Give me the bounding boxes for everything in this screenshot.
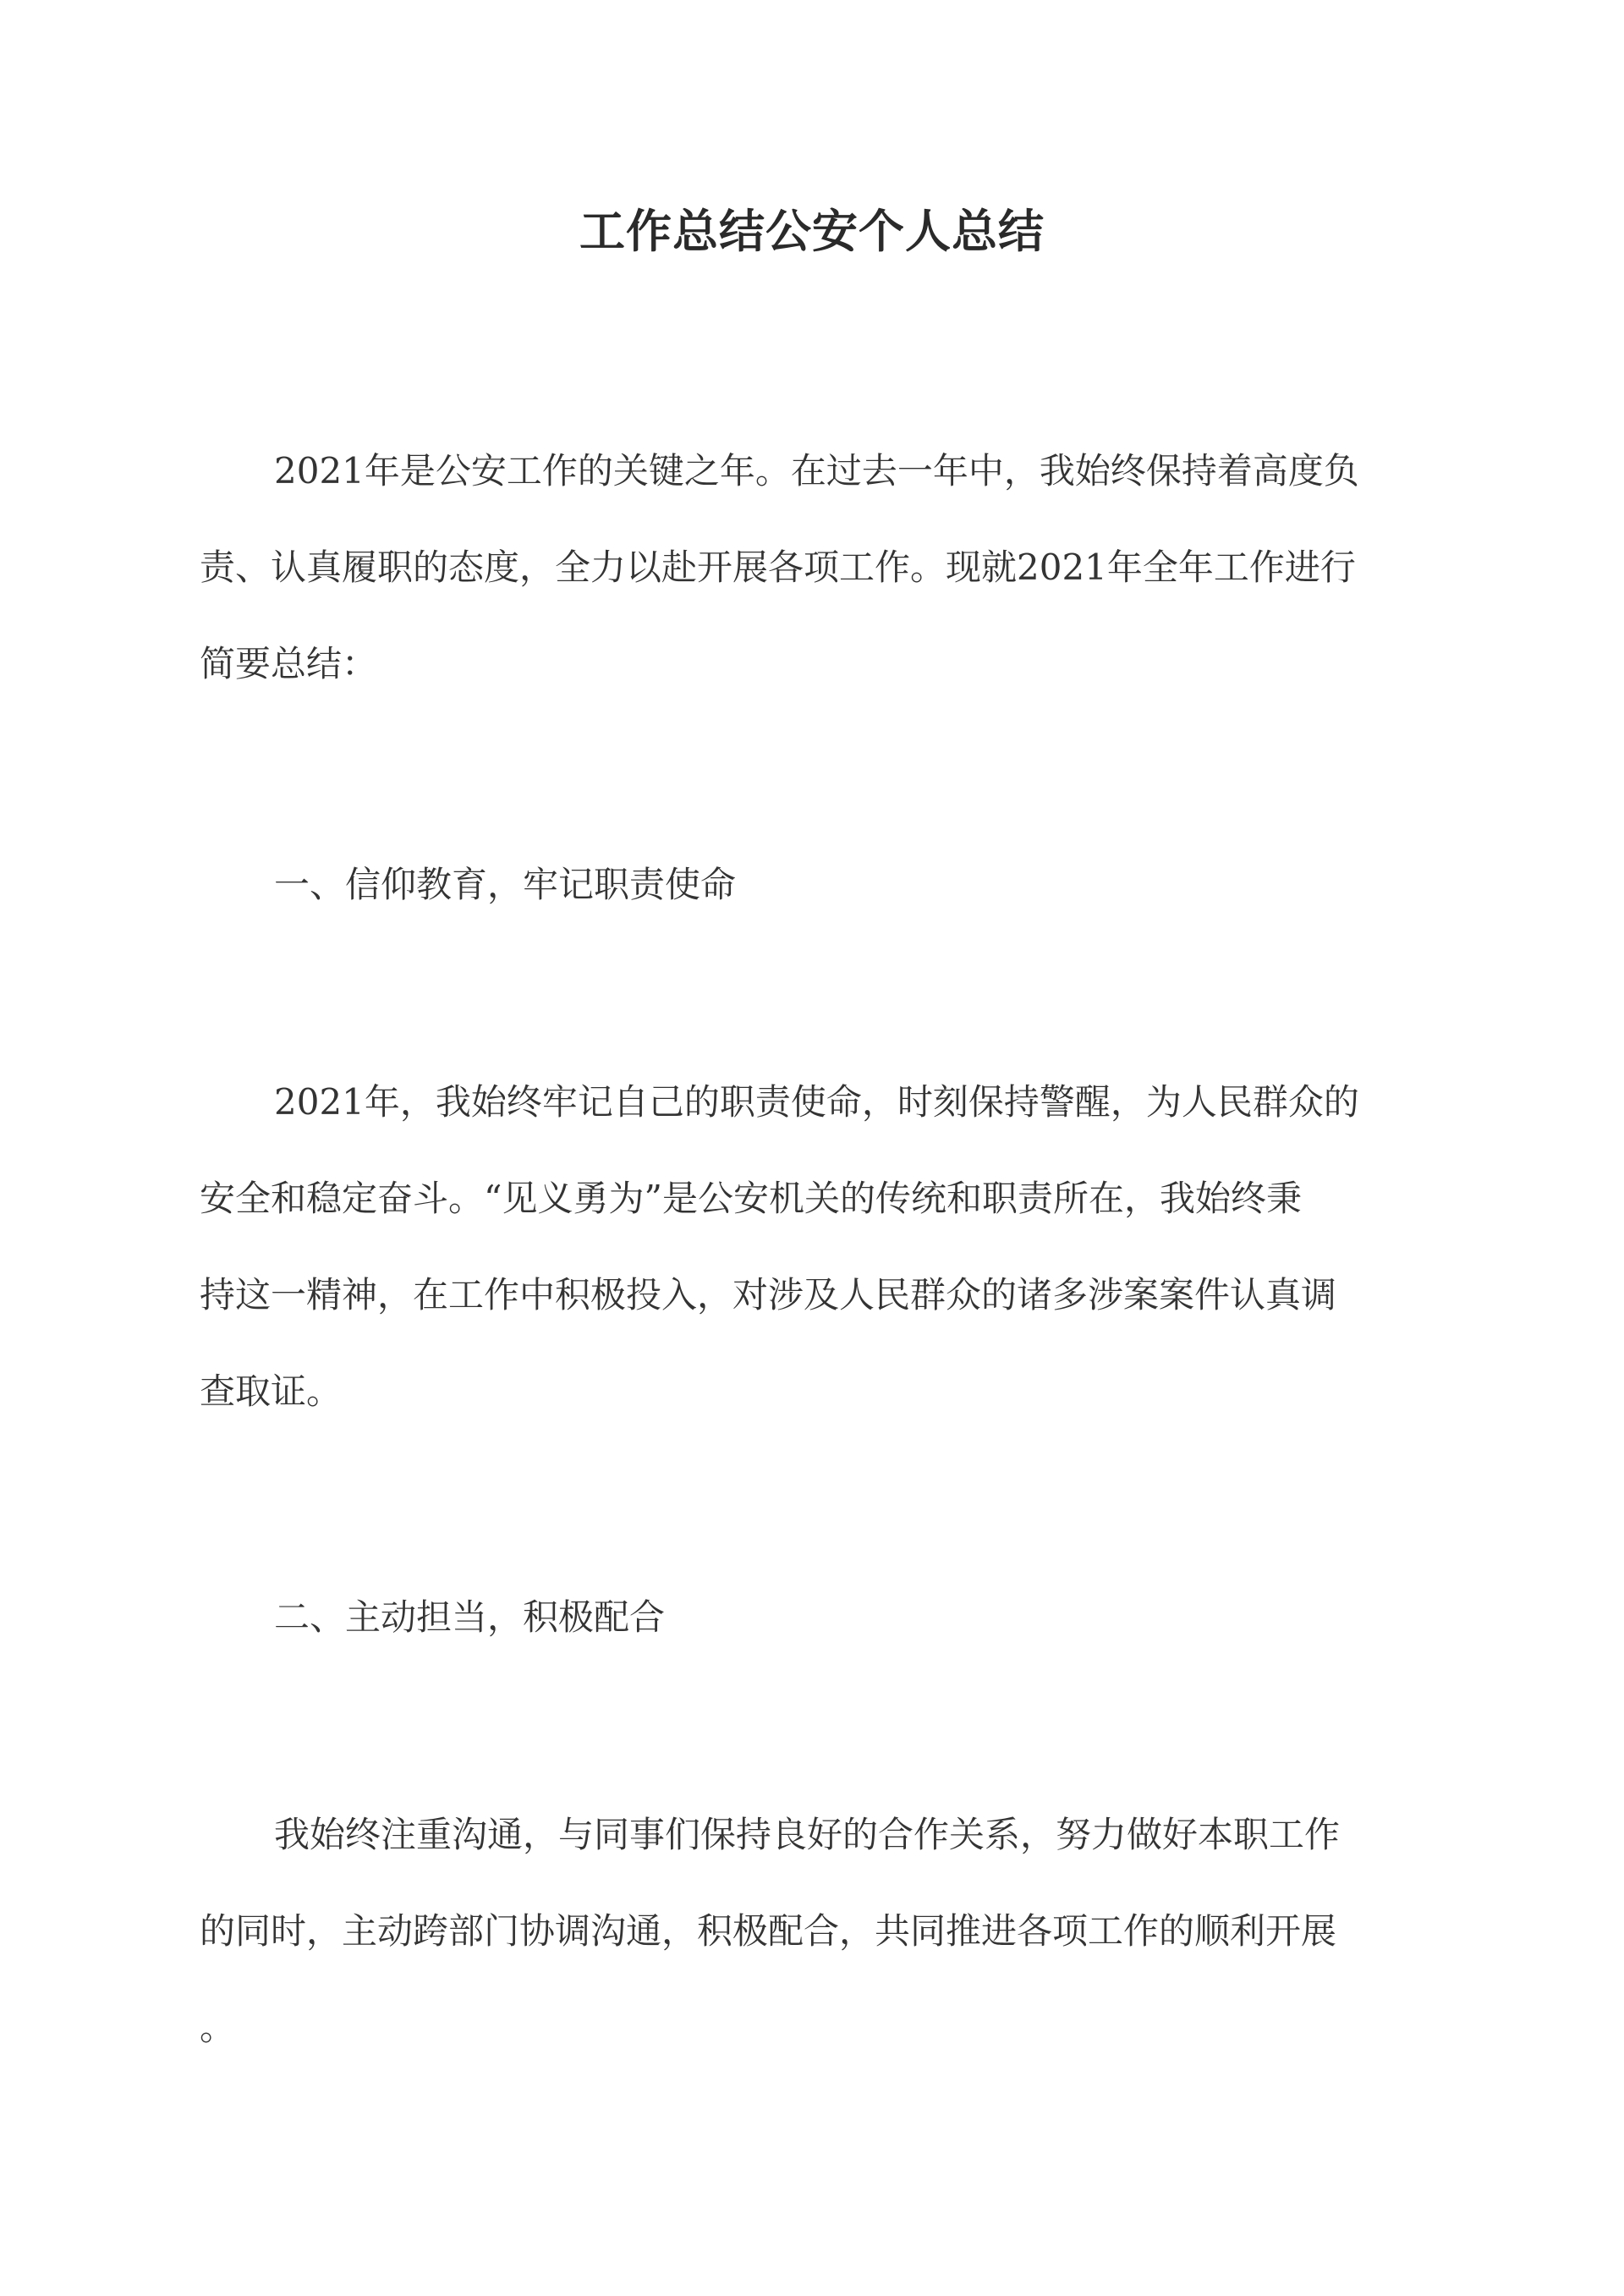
paragraph-line: 2021年是公安工作的关键之年。在过去一年中，我始终保持着高度负 xyxy=(274,450,1359,492)
paragraph-line: 责、认真履职的态度，全力以赴开展各项工作。现就2021年全年工作进行 xyxy=(200,547,1356,588)
section-heading-2: 二、主动担当，积极配合 xyxy=(274,1596,666,1638)
section2-paragraph xyxy=(200,1787,1424,2076)
paragraph-line: 。 xyxy=(200,2007,236,2048)
section-heading-1: 一、信仰教育，牢记职责使命 xyxy=(274,864,737,905)
intro-paragraph xyxy=(200,423,1424,712)
paragraph-line: 查取证。 xyxy=(200,1370,343,1412)
paragraph-line: 持这一精神，在工作中积极投入，对涉及人民群众的诸多涉案案件认真调 xyxy=(200,1274,1337,1316)
paragraph-line: 的同时，主动跨部门协调沟通，积极配合，共同推进各项工作的顺利开展 xyxy=(200,1910,1337,1952)
paragraph-line: 安全和稳定奋斗。“见义勇为”是公安机关的传统和职责所在，我始终秉 xyxy=(200,1178,1302,1219)
paragraph-line: 2021年，我始终牢记自己的职责使命，时刻保持警醒，为人民群众的 xyxy=(274,1081,1359,1123)
paragraph-line: 简要总结： xyxy=(200,643,378,684)
section1-paragraph xyxy=(200,1054,1424,1440)
paragraph-line: 我始终注重沟通，与同事们保持良好的合作关系，努力做好本职工作 xyxy=(274,1814,1341,1855)
document-title: 工作总结公安个人总结 xyxy=(579,204,1045,258)
